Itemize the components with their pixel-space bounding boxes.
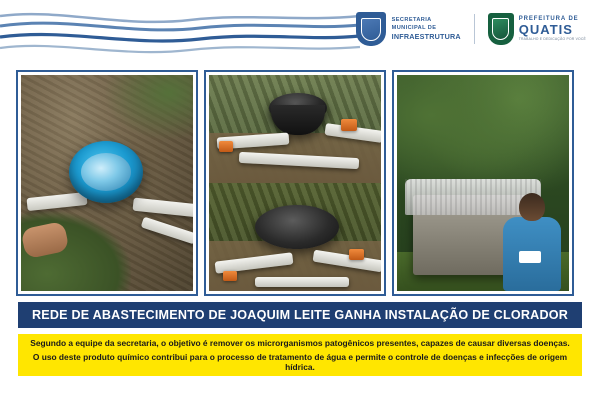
secretaria-crest-icon [356, 12, 386, 46]
headline-text: REDE DE ABASTECIMENTO DE JOAQUIM LEITE GANHA INSTALAÇÃO DE CLORADOR [31, 308, 569, 322]
caption-line-1: Segundo a equipe da secretaria, o objetivo é remover os microrganismos patogênicos presentes, capazes de causar diversas doenças. [30, 338, 570, 348]
prefeitura-crest-icon [488, 13, 514, 45]
prefeitura-logo [488, 13, 586, 45]
photo-trench-blue-drum [18, 72, 196, 294]
logo-divider [474, 14, 475, 44]
headline-bar [18, 302, 582, 328]
secretaria-logo [356, 12, 461, 46]
secretaria-logo-text [392, 17, 461, 41]
footer-strip [0, 386, 600, 400]
secretaria-line1: SECRETARIA [391, 17, 432, 24]
photo-tank-with-worker [394, 72, 572, 294]
secretaria-line2: MUNICIPAL DE [391, 24, 437, 31]
prefeitura-line2: QUATIS [518, 22, 573, 38]
caption-block [18, 334, 582, 376]
header [0, 0, 600, 64]
secretaria-line3: INFRAESTRUTURA [391, 32, 461, 42]
prefeitura-logo-text [519, 16, 586, 41]
wave-decoration-icon [0, 6, 360, 58]
photo-gallery [18, 72, 582, 294]
prefeitura-line3: TRABALHO E DEDICAÇÃO POR VOCÊ [518, 37, 586, 42]
logo-group [356, 12, 586, 46]
prefeitura-line1: PREFEITURA DE [518, 16, 579, 23]
photo-chlorinator-install [206, 72, 384, 294]
caption-line-2: O uso deste produto químico contribui para o processo de tratamento de água e permite o controle de doenças e infecções de origem hídrica. [32, 352, 568, 372]
